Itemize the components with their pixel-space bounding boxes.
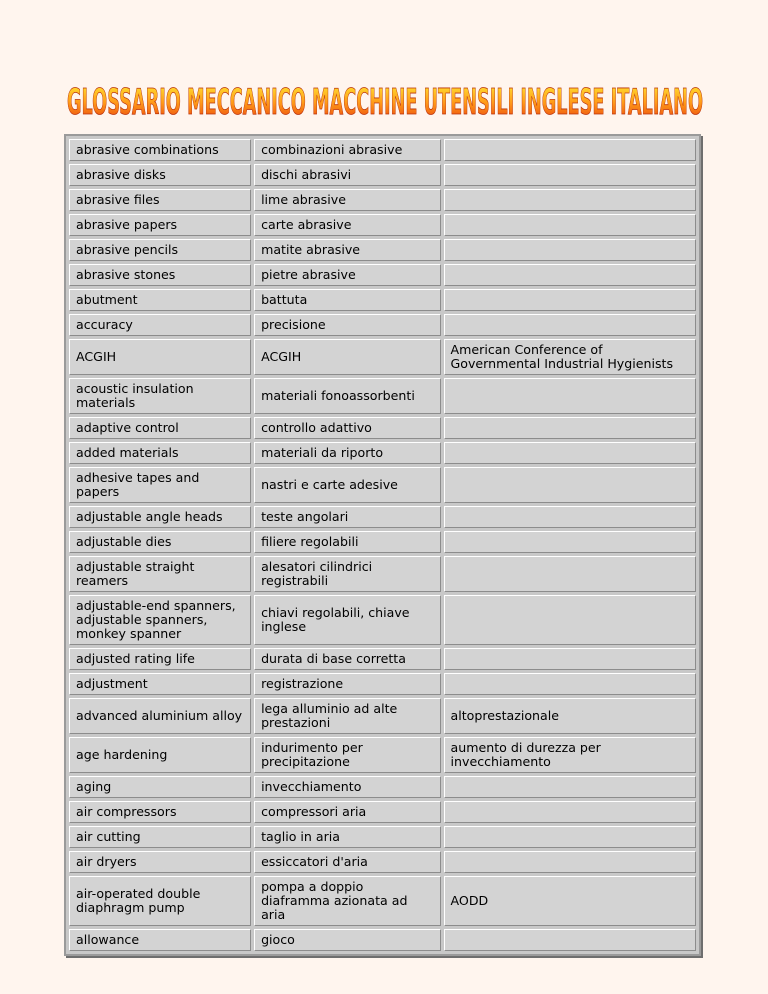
glossary-row xyxy=(69,239,696,261)
glossary-row xyxy=(69,139,696,161)
glossary-row xyxy=(69,214,696,236)
note-cell xyxy=(444,648,696,670)
glossary-row xyxy=(69,189,696,211)
glossary-row xyxy=(69,929,696,951)
english-term: advanced aluminium alloy xyxy=(69,698,251,734)
english-term: air cutting xyxy=(69,826,251,848)
english-term: adjustment xyxy=(69,673,251,695)
italian-term: controllo adattivo xyxy=(254,417,440,439)
glossary-row xyxy=(69,737,696,773)
note-cell xyxy=(444,673,696,695)
glossary-row xyxy=(69,467,696,503)
page-title xyxy=(60,76,710,122)
title-wordart xyxy=(60,76,710,122)
glossary-row xyxy=(69,264,696,286)
english-term: adjustable dies xyxy=(69,531,251,553)
english-term: adhesive tapes and papers xyxy=(69,467,251,503)
italian-term: teste angolari xyxy=(254,506,440,528)
glossary-row xyxy=(69,648,696,670)
glossary-row xyxy=(69,801,696,823)
note-cell xyxy=(444,139,696,161)
note-cell xyxy=(444,506,696,528)
english-term: adjustable-end spanners, adjustable spanners, monkey spanner xyxy=(69,595,251,645)
english-term: adjustable straight reamers xyxy=(69,556,251,592)
italian-term: carte abrasive xyxy=(254,214,440,236)
note-cell: altoprestazionale xyxy=(444,698,696,734)
glossary-row xyxy=(69,776,696,798)
note-cell xyxy=(444,851,696,873)
italian-term: materiali fonoassorbenti xyxy=(254,378,440,414)
glossary-row xyxy=(69,164,696,186)
glossary-row xyxy=(69,289,696,311)
note-cell xyxy=(444,467,696,503)
english-term: adaptive control xyxy=(69,417,251,439)
italian-term: dischi abrasivi xyxy=(254,164,440,186)
italian-term: filiere regolabili xyxy=(254,531,440,553)
glossary-row xyxy=(69,556,696,592)
note-cell xyxy=(444,378,696,414)
italian-term: invecchiamento xyxy=(254,776,440,798)
glossary-row xyxy=(69,531,696,553)
english-term: accuracy xyxy=(69,314,251,336)
english-term: air-operated double diaphragm pump xyxy=(69,876,251,926)
glossary-row xyxy=(69,876,696,926)
glossary-row xyxy=(69,506,696,528)
glossary-row xyxy=(69,595,696,645)
note-cell xyxy=(444,826,696,848)
english-term: abrasive combinations xyxy=(69,139,251,161)
italian-term: durata di base corretta xyxy=(254,648,440,670)
note-cell xyxy=(444,929,696,951)
note-cell xyxy=(444,442,696,464)
italian-term: nastri e carte adesive xyxy=(254,467,440,503)
italian-term: registrazione xyxy=(254,673,440,695)
note-cell xyxy=(444,556,696,592)
english-term: allowance xyxy=(69,929,251,951)
glossary-body xyxy=(69,139,696,951)
english-term: abrasive stones xyxy=(69,264,251,286)
italian-term: materiali da riporto xyxy=(254,442,440,464)
italian-term: ACGIH xyxy=(254,339,440,375)
glossary-row xyxy=(69,417,696,439)
english-term: adjustable angle heads xyxy=(69,506,251,528)
italian-term: lega alluminio ad alte prestazioni xyxy=(254,698,440,734)
italian-term: compressori aria xyxy=(254,801,440,823)
english-term: acoustic insulation materials xyxy=(69,378,251,414)
italian-term: chiavi regolabili, chiave inglese xyxy=(254,595,440,645)
title-text: GLOSSARIO MECCANICO MACCHINE UTENSILI INGLESE ITALIANO xyxy=(67,82,703,122)
glossary-row xyxy=(69,851,696,873)
note-cell xyxy=(444,164,696,186)
note-cell xyxy=(444,239,696,261)
note-cell xyxy=(444,314,696,336)
note-cell xyxy=(444,189,696,211)
glossary-row xyxy=(69,314,696,336)
italian-term: gioco xyxy=(254,929,440,951)
note-cell: aumento di durezza per invecchiamento xyxy=(444,737,696,773)
glossary-row xyxy=(69,826,696,848)
english-term: added materials xyxy=(69,442,251,464)
note-cell xyxy=(444,417,696,439)
note-cell: American Conference of Governmental Industrial Hygienists xyxy=(444,339,696,375)
note-cell xyxy=(444,289,696,311)
note-cell xyxy=(444,264,696,286)
glossary-table xyxy=(64,134,701,956)
note-cell xyxy=(444,531,696,553)
italian-term: combinazioni abrasive xyxy=(254,139,440,161)
italian-term: indurimento per precipitazione xyxy=(254,737,440,773)
english-term: age hardening xyxy=(69,737,251,773)
note-cell xyxy=(444,595,696,645)
english-term: air compressors xyxy=(69,801,251,823)
italian-term: lime abrasive xyxy=(254,189,440,211)
english-term: abrasive disks xyxy=(69,164,251,186)
italian-term: alesatori cilindrici registrabili xyxy=(254,556,440,592)
english-term: air dryers xyxy=(69,851,251,873)
note-cell xyxy=(444,801,696,823)
italian-term: pietre abrasive xyxy=(254,264,440,286)
english-term: abrasive pencils xyxy=(69,239,251,261)
note-cell xyxy=(444,214,696,236)
glossary-row xyxy=(69,673,696,695)
english-term: adjusted rating life xyxy=(69,648,251,670)
glossary-row xyxy=(69,339,696,375)
glossary-row xyxy=(69,442,696,464)
italian-term: precisione xyxy=(254,314,440,336)
italian-term: taglio in aria xyxy=(254,826,440,848)
italian-term: matite abrasive xyxy=(254,239,440,261)
english-term: abrasive papers xyxy=(69,214,251,236)
italian-term: pompa a doppio diaframma azionata ad aria xyxy=(254,876,440,926)
english-term: abrasive files xyxy=(69,189,251,211)
italian-term: essiccatori d'aria xyxy=(254,851,440,873)
note-cell xyxy=(444,776,696,798)
english-term: abutment xyxy=(69,289,251,311)
english-term: ACGIH xyxy=(69,339,251,375)
glossary-row xyxy=(69,698,696,734)
english-term: aging xyxy=(69,776,251,798)
glossary-row xyxy=(69,378,696,414)
note-cell: AODD xyxy=(444,876,696,926)
italian-term: battuta xyxy=(254,289,440,311)
